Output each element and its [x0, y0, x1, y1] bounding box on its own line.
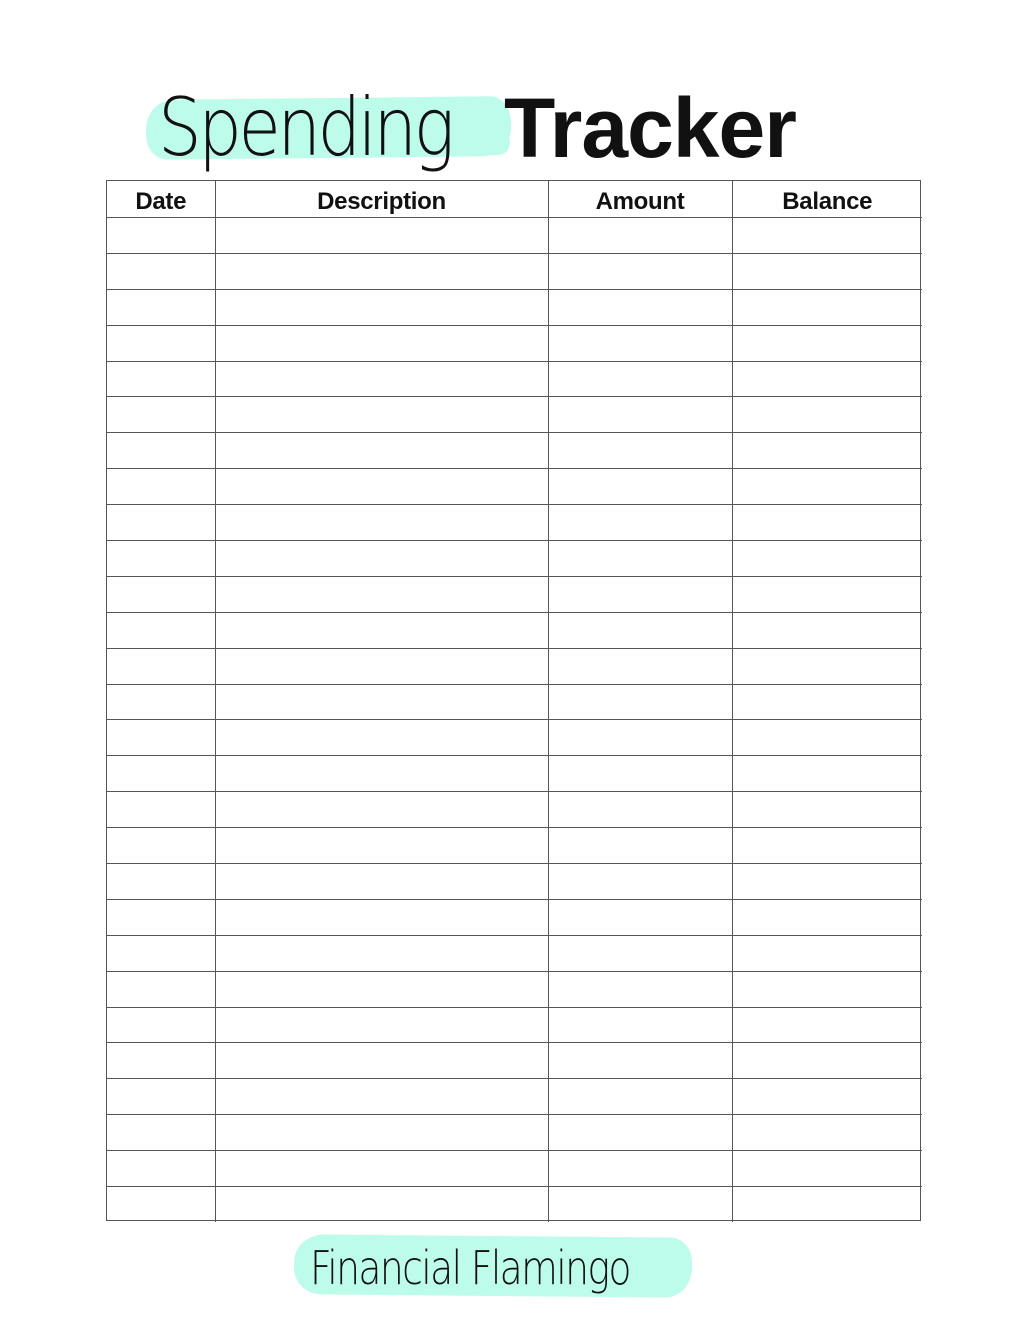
cell-description[interactable] [215, 1115, 548, 1151]
cell-date[interactable] [107, 576, 215, 612]
table-row [107, 720, 922, 756]
column-header-amount: Amount [548, 181, 732, 218]
cell-description[interactable] [215, 361, 548, 397]
cell-date[interactable] [107, 253, 215, 289]
cell-amount[interactable] [548, 1007, 732, 1043]
cell-amount[interactable] [548, 864, 732, 900]
cell-amount[interactable] [548, 505, 732, 541]
cell-description[interactable] [215, 1079, 548, 1115]
table-row [107, 648, 922, 684]
cell-amount[interactable] [548, 828, 732, 864]
cell-amount[interactable] [548, 1115, 732, 1151]
title-bold-word: Tracker [504, 81, 796, 175]
cell-description[interactable] [215, 792, 548, 828]
spending-table [107, 181, 922, 1222]
cell-amount[interactable] [548, 576, 732, 612]
cell-balance[interactable] [732, 648, 922, 684]
cell-balance[interactable] [732, 1007, 922, 1043]
title-light-word: Spending [158, 81, 452, 174]
cell-date[interactable] [107, 1043, 215, 1079]
cell-description[interactable] [215, 469, 548, 505]
cell-amount[interactable] [548, 325, 732, 361]
cell-balance[interactable] [732, 253, 922, 289]
cell-amount[interactable] [548, 433, 732, 469]
table-row [107, 289, 922, 325]
cell-balance[interactable] [732, 864, 922, 900]
cell-balance[interactable] [732, 289, 922, 325]
cell-description[interactable] [215, 612, 548, 648]
cell-amount[interactable] [548, 935, 732, 971]
cell-date[interactable] [107, 648, 215, 684]
cell-date[interactable] [107, 505, 215, 541]
cell-description[interactable] [215, 648, 548, 684]
cell-description[interactable] [215, 218, 548, 254]
cell-description[interactable] [215, 505, 548, 541]
cell-amount[interactable] [548, 720, 732, 756]
cell-description[interactable] [215, 720, 548, 756]
table-row [107, 684, 922, 720]
cell-description[interactable] [215, 756, 548, 792]
cell-amount[interactable] [548, 289, 732, 325]
spending-table-container [106, 180, 921, 1221]
cell-date[interactable] [107, 541, 215, 577]
cell-amount[interactable] [548, 397, 732, 433]
cell-balance[interactable] [732, 541, 922, 577]
cell-amount[interactable] [548, 1151, 732, 1187]
cell-description[interactable] [215, 1007, 548, 1043]
table-row [107, 828, 922, 864]
cell-description[interactable] [215, 1187, 548, 1222]
table-row [107, 541, 922, 577]
cell-description[interactable] [215, 1043, 548, 1079]
cell-amount[interactable] [548, 361, 732, 397]
cell-date[interactable] [107, 828, 215, 864]
table-row [107, 1115, 922, 1151]
cell-amount[interactable] [548, 1079, 732, 1115]
cell-amount[interactable] [548, 899, 732, 935]
table-row [107, 253, 922, 289]
table-row [107, 505, 922, 541]
cell-description[interactable] [215, 397, 548, 433]
cell-balance[interactable] [732, 325, 922, 361]
cell-balance[interactable] [732, 1187, 922, 1222]
cell-balance[interactable] [732, 433, 922, 469]
table-row [107, 864, 922, 900]
table-row [107, 325, 922, 361]
cell-balance[interactable] [732, 1115, 922, 1151]
table-row [107, 1043, 922, 1079]
table-row [107, 433, 922, 469]
table-row [107, 612, 922, 648]
table-row [107, 1187, 922, 1222]
table-row [107, 218, 922, 254]
cell-date[interactable] [107, 971, 215, 1007]
cell-amount[interactable] [548, 469, 732, 505]
column-header-date: Date [107, 181, 215, 218]
brand-name: Financial Flamingo [310, 1241, 630, 1295]
cell-amount[interactable] [548, 612, 732, 648]
cell-amount[interactable] [548, 218, 732, 254]
table-body [107, 218, 922, 1222]
cell-balance[interactable] [732, 505, 922, 541]
cell-balance[interactable] [732, 935, 922, 971]
cell-description[interactable] [215, 433, 548, 469]
cell-description[interactable] [215, 289, 548, 325]
cell-balance[interactable] [732, 218, 922, 254]
cell-description[interactable] [215, 576, 548, 612]
cell-date[interactable] [107, 899, 215, 935]
cell-date[interactable] [107, 397, 215, 433]
cell-description[interactable] [215, 935, 548, 971]
cell-description[interactable] [215, 899, 548, 935]
cell-balance[interactable] [732, 720, 922, 756]
cell-date[interactable] [107, 612, 215, 648]
table-row [107, 1079, 922, 1115]
table-row [107, 1007, 922, 1043]
cell-balance[interactable] [732, 361, 922, 397]
table-row [107, 397, 922, 433]
cell-date[interactable] [107, 325, 215, 361]
cell-date[interactable] [107, 433, 215, 469]
table-row [107, 971, 922, 1007]
cell-amount[interactable] [548, 684, 732, 720]
table-row [107, 576, 922, 612]
cell-balance[interactable] [732, 612, 922, 648]
cell-date[interactable] [107, 218, 215, 254]
table-row [107, 756, 922, 792]
cell-date[interactable] [107, 720, 215, 756]
cell-description[interactable] [215, 541, 548, 577]
cell-date[interactable] [107, 1115, 215, 1151]
cell-balance[interactable] [732, 469, 922, 505]
cell-date[interactable] [107, 361, 215, 397]
cell-balance[interactable] [732, 397, 922, 433]
cell-balance[interactable] [732, 1151, 922, 1187]
cell-description[interactable] [215, 971, 548, 1007]
table-row [107, 899, 922, 935]
cell-balance[interactable] [732, 684, 922, 720]
cell-date[interactable] [107, 756, 215, 792]
cell-balance[interactable] [732, 828, 922, 864]
cell-date[interactable] [107, 469, 215, 505]
column-header-balance: Balance [732, 181, 922, 218]
page-title [140, 78, 860, 178]
table-row [107, 361, 922, 397]
cell-balance[interactable] [732, 576, 922, 612]
cell-amount[interactable] [548, 1043, 732, 1079]
cell-balance[interactable] [732, 1079, 922, 1115]
cell-amount[interactable] [548, 648, 732, 684]
column-header-description: Description [215, 181, 548, 218]
cell-date[interactable] [107, 684, 215, 720]
cell-amount[interactable] [548, 541, 732, 577]
cell-description[interactable] [215, 864, 548, 900]
table-row [107, 1151, 922, 1187]
cell-amount[interactable] [548, 971, 732, 1007]
cell-balance[interactable] [732, 1043, 922, 1079]
table-row [107, 935, 922, 971]
table-header-row [107, 181, 922, 218]
cell-balance[interactable] [732, 756, 922, 792]
cell-date[interactable] [107, 935, 215, 971]
cell-balance[interactable] [732, 792, 922, 828]
cell-description[interactable] [215, 253, 548, 289]
cell-balance[interactable] [732, 899, 922, 935]
cell-amount[interactable] [548, 756, 732, 792]
cell-date[interactable] [107, 1079, 215, 1115]
cell-description[interactable] [215, 828, 548, 864]
cell-date[interactable] [107, 1187, 215, 1222]
cell-date[interactable] [107, 864, 215, 900]
table-row [107, 469, 922, 505]
cell-description[interactable] [215, 1151, 548, 1187]
cell-description[interactable] [215, 325, 548, 361]
cell-amount[interactable] [548, 253, 732, 289]
cell-date[interactable] [107, 1151, 215, 1187]
cell-date[interactable] [107, 289, 215, 325]
table-row [107, 792, 922, 828]
footer-brand [290, 1232, 700, 1302]
cell-date[interactable] [107, 792, 215, 828]
cell-amount[interactable] [548, 792, 732, 828]
cell-amount[interactable] [548, 1187, 732, 1222]
cell-date[interactable] [107, 1007, 215, 1043]
cell-description[interactable] [215, 684, 548, 720]
cell-balance[interactable] [732, 971, 922, 1007]
